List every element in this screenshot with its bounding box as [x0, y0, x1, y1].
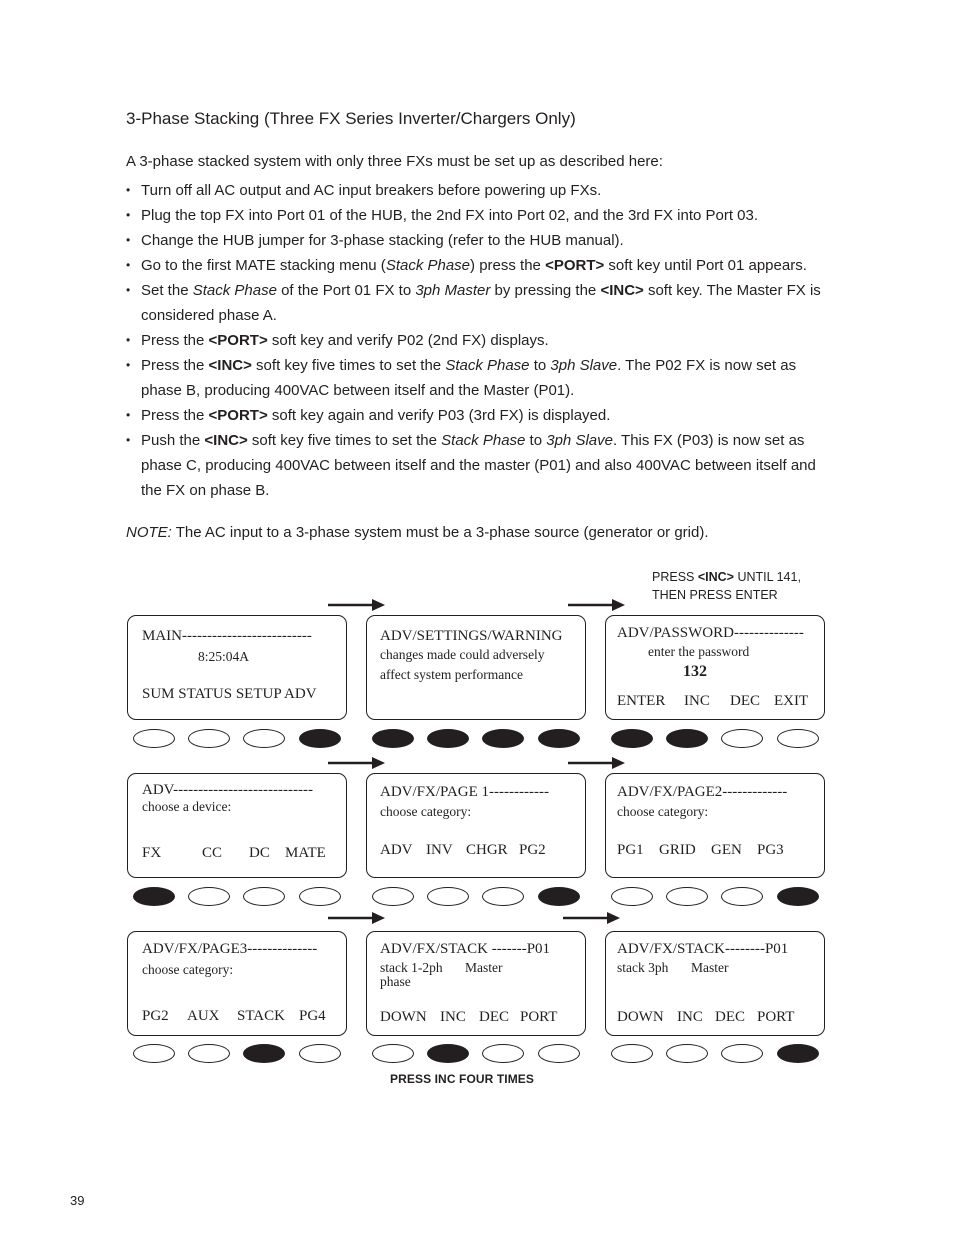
soft-key[interactable] [243, 729, 285, 748]
screen-option: DEC [730, 693, 760, 709]
lcd-screen-stack-1-2ph [366, 931, 586, 1036]
list-item: • Press the <INC> soft key five times to set the Stack Phase to 3ph Slave. The P02 FX is now set as phase B, producing 400VAC between itself and the Master (P01). [126, 353, 836, 403]
screen-title: ADV---------------------------- [142, 782, 313, 798]
list-item: • Go to the first MATE stacking menu (Stack Phase) press the <PORT> soft key until Port 01 appears. [126, 253, 836, 278]
screen-option: PG3 [757, 842, 784, 858]
arrow-right-icon [328, 598, 386, 612]
screen-line: choose category: [380, 804, 472, 819]
screen-option: PORT [757, 1009, 795, 1025]
lcd-screen-fx-page3 [127, 931, 347, 1036]
soft-key[interactable] [611, 729, 653, 748]
lcd-screen-fx-page2 [605, 773, 825, 878]
screen-option: PG4 [299, 1008, 326, 1024]
soft-key[interactable] [666, 729, 708, 748]
screen-line: choose category: [617, 804, 709, 819]
lcd-screen-warning [366, 615, 586, 720]
screen-option: CHGR [466, 842, 508, 858]
note-text: The AC input to a 3-phase system must be a 3-phase source (generator or grid). [171, 524, 709, 541]
soft-key[interactable] [427, 729, 469, 748]
screen-line: changes made could adversely [380, 647, 545, 662]
screen-option: DC [249, 845, 270, 861]
arrow-right-icon [328, 911, 386, 925]
screen-option: INC [440, 1009, 466, 1025]
arrow-right-icon [568, 756, 626, 770]
soft-key[interactable] [372, 1044, 414, 1063]
soft-key[interactable] [133, 887, 175, 906]
screen-option: FX [142, 845, 162, 861]
soft-key[interactable] [243, 1044, 285, 1063]
list-item: • Plug the top FX into Port 01 of the HUB, the 2nd FX into Port 02, and the 3rd FX into Port 03. [126, 203, 836, 228]
lcd-screen-adv [127, 773, 347, 878]
screen-option: PG2 [142, 1008, 169, 1024]
stack-mode: stack 1-2ph [380, 960, 443, 975]
screen-option: EXIT [774, 693, 809, 709]
soft-key[interactable] [188, 887, 230, 906]
soft-key[interactable] [299, 887, 341, 906]
soft-key[interactable] [243, 887, 285, 906]
soft-key[interactable] [482, 1044, 524, 1063]
soft-key[interactable] [777, 1044, 819, 1063]
stack-mode: stack 3ph [617, 960, 669, 975]
soft-key[interactable] [188, 729, 230, 748]
screen-title: ADV/PASSWORD-------------- [617, 625, 804, 641]
stack-role: Master [691, 960, 729, 975]
screen-line: choose a device: [142, 799, 232, 814]
intro-text: A 3-phase stacked system with only three FXs must be set up as described here: [126, 153, 663, 170]
stack-role: Master [465, 960, 503, 975]
soft-key[interactable] [721, 887, 763, 906]
screen-option: ADV [380, 842, 413, 858]
list-item: • Turn off all AC output and AC input breakers before powering up FXs. [126, 178, 836, 203]
soft-key[interactable] [777, 887, 819, 906]
screen-option: ENTER [617, 693, 666, 709]
screen-option: STACK [237, 1008, 285, 1024]
screen-option: DOWN [380, 1009, 427, 1025]
screen-option: DOWN [617, 1009, 664, 1025]
screen-title: ADV/FX/PAGE2------------- [617, 784, 788, 800]
password-value: 132 [683, 663, 707, 680]
screen-option: CC [202, 845, 223, 861]
soft-key[interactable] [538, 1044, 580, 1063]
soft-key[interactable] [538, 887, 580, 906]
soft-key[interactable] [482, 887, 524, 906]
screen-title: ADV/FX/STACK--------P01 [617, 941, 789, 957]
screen-line: phase [380, 974, 411, 989]
soft-key[interactable] [777, 729, 819, 748]
soft-key[interactable] [721, 729, 763, 748]
screen-line: enter the password [648, 644, 750, 659]
screen-option: DEC [715, 1009, 745, 1025]
list-item: • Press the <PORT> soft key again and verify P03 (3rd FX) is displayed. [126, 403, 836, 428]
screen-options: SUM STATUS SETUP ADV [142, 686, 317, 702]
soft-key[interactable] [482, 729, 524, 748]
password-instruction: PRESS <INC> UNTIL 141, THEN PRESS ENTER [652, 570, 801, 602]
soft-key[interactable] [666, 887, 708, 906]
soft-key[interactable] [133, 1044, 175, 1063]
screen-option: MATE [285, 845, 326, 861]
arrow-right-icon [328, 756, 386, 770]
soft-key[interactable] [611, 887, 653, 906]
screen-title: ADV/FX/PAGE 1------------ [380, 784, 549, 800]
screen-option: PG1 [617, 842, 644, 858]
section-heading: 3-Phase Stacking (Three FX Series Inverter/Chargers Only) [126, 109, 576, 128]
lcd-screen-password [605, 615, 825, 720]
list-item: • Press the <PORT> soft key and verify P02 (2nd FX) displays. [126, 328, 836, 353]
lcd-screen-stack-3ph [605, 931, 825, 1036]
note-label: NOTE: [126, 524, 172, 541]
screen-option: AUX [187, 1008, 220, 1024]
screen-title: ADV/FX/PAGE3-------------- [142, 941, 318, 957]
screen-clock: 8:25:04A [198, 649, 250, 664]
screen-title: ADV/FX/STACK -------P01 [380, 941, 551, 957]
soft-key[interactable] [666, 1044, 708, 1063]
list-item: • Change the HUB jumper for 3-phase stacking (refer to the HUB manual). [126, 228, 836, 253]
soft-key[interactable] [133, 729, 175, 748]
arrow-right-icon [568, 598, 626, 612]
screen-option: PORT [520, 1009, 558, 1025]
soft-key[interactable] [427, 887, 469, 906]
soft-key[interactable] [538, 729, 580, 748]
screen-option: GEN [711, 842, 742, 858]
lcd-screen-main [127, 615, 347, 720]
press-inc-caption: PRESS INC FOUR TIMES [390, 1072, 535, 1086]
list-item: • Set the Stack Phase of the Port 01 FX to 3ph Master by pressing the <INC> soft key. The Master FX is considered phase A. [126, 278, 836, 328]
screen-line: affect system performance [380, 667, 523, 682]
soft-key[interactable] [427, 1044, 469, 1063]
soft-key[interactable] [611, 1044, 653, 1063]
screen-option: INC [677, 1009, 703, 1025]
list-item: • Push the <INC> soft key five times to set the Stack Phase to 3ph Slave. This FX (P03) is now set as phase C, producing 400VAC between itself and the master (P01) and also 400VAC between itself and the FX on phase B. [126, 428, 836, 503]
page-number: 39 [70, 1193, 85, 1208]
steps-list [126, 178, 836, 503]
screen-option: PG2 [519, 842, 546, 858]
screen-option: INC [684, 693, 710, 709]
screen-title: ADV/SETTINGS/WARNING [380, 628, 563, 644]
soft-key[interactable] [299, 729, 341, 748]
screen-option: GRID [659, 842, 696, 858]
lcd-screen-fx-page1 [366, 773, 586, 878]
soft-key[interactable] [299, 1044, 341, 1063]
soft-key[interactable] [188, 1044, 230, 1063]
note [126, 524, 709, 541]
screen-line: choose category: [142, 962, 234, 977]
soft-key[interactable] [721, 1044, 763, 1063]
soft-key[interactable] [372, 729, 414, 748]
screen-option: DEC [479, 1009, 509, 1025]
arrow-right-icon [563, 911, 621, 925]
screen-option: INV [426, 842, 453, 858]
soft-key[interactable] [372, 887, 414, 906]
screen-title: MAIN-------------------------- [142, 628, 312, 644]
